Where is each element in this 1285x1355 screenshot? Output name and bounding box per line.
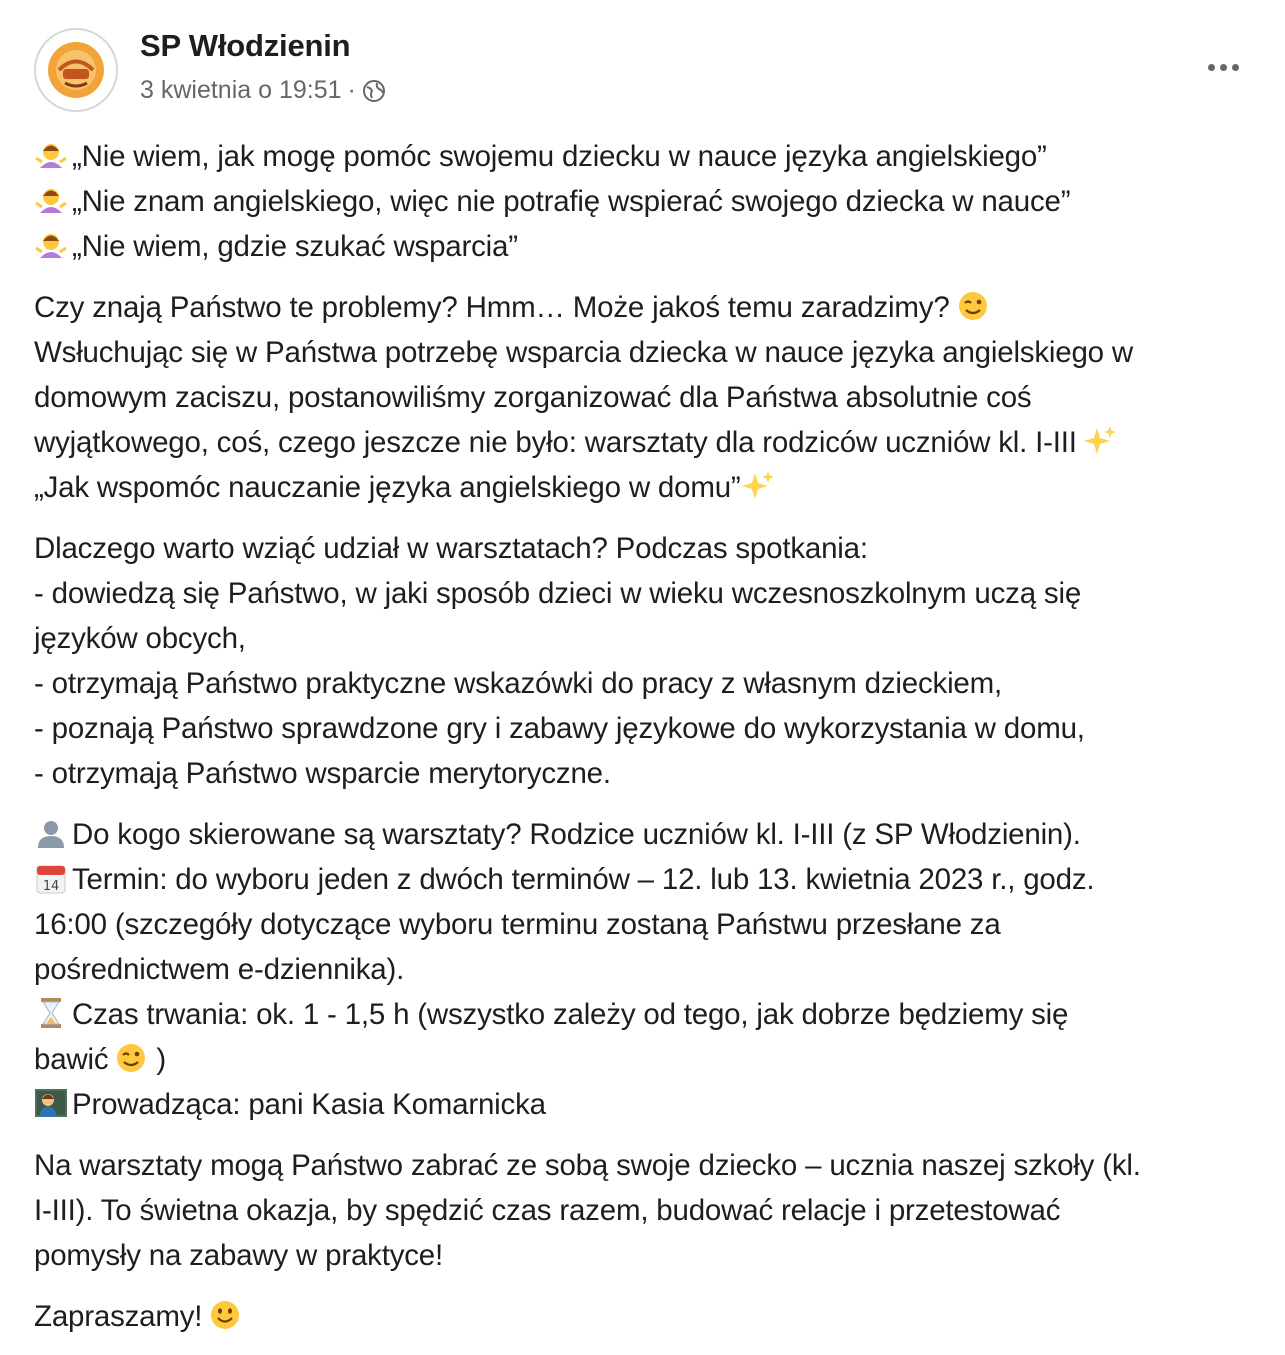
benefits-paragraph	[34, 526, 1274, 796]
host-text: Prowadząca: pani Kasia Komarnicka	[72, 1088, 546, 1121]
teacher-icon	[34, 1086, 68, 1120]
signoff-paragraph	[34, 1294, 1274, 1339]
quotes-paragraph	[34, 134, 1274, 269]
duration-line	[34, 992, 1274, 1037]
quote-text: „Nie wiem, gdzie szukać wsparcia”	[72, 230, 518, 263]
intro-paragraph	[34, 285, 1274, 510]
school-logo-icon	[45, 39, 107, 101]
quote-line	[34, 224, 1274, 269]
details-paragraph	[34, 812, 1274, 1127]
person-shrugging-icon	[34, 183, 68, 217]
text-line: pomysły na zabawy w praktyce!	[34, 1239, 444, 1272]
closing-paragraph	[34, 1143, 1274, 1278]
signoff-text: Zapraszamy!	[34, 1300, 203, 1333]
calendar-day-label: 14	[42, 879, 60, 894]
quote-text: „Nie znam angielskiego, więc nie potrafię wspierać swojego dziecka w nauce”	[72, 185, 1071, 218]
text-line	[34, 285, 1274, 330]
more-dot-icon	[1208, 64, 1215, 71]
signoff-line	[34, 1294, 1274, 1339]
text-line: Na warsztaty mogą Państwo zabrać ze sobą swoje dziecko – ucznia naszej szkoły (kl.	[34, 1149, 1141, 1182]
person-shrugging-icon	[34, 228, 68, 262]
host-line	[34, 1082, 1274, 1127]
duration-text: )	[156, 1043, 167, 1076]
post-meta	[140, 76, 386, 105]
post-header	[34, 26, 1265, 116]
text-line	[34, 420, 1274, 465]
more-dot-icon	[1220, 64, 1227, 71]
text-line: Wsłuchując się w Państwa potrzebę wsparcia dziecka w nauce języka angielskiego w	[34, 336, 1133, 369]
benefit-item: - otrzymają Państwo praktyczne wskazówki do pracy z własnym dzieckiem,	[34, 667, 1003, 700]
winking-face-icon	[956, 289, 990, 323]
meta-separator: ·	[347, 76, 356, 104]
duration-text: Czas trwania: ok. 1 - 1,5 h (wszystko zależy od tego, jak dobrze będziemy się	[72, 998, 1069, 1031]
post-body	[34, 134, 1274, 1355]
post-timestamp[interactable]: 3 kwietnia o 19:51	[140, 76, 342, 104]
benefit-item: - poznają Państwo sprawdzone gry i zabawy językowe do wykorzystania w domu,	[34, 712, 1085, 745]
intro-line: wyjątkowego, coś, czego jeszcze nie było: warsztaty dla rodziców uczniów kl. I-III	[34, 426, 1077, 459]
sparkles-icon	[1083, 424, 1117, 458]
page-name-link[interactable]: SP Włodzienin	[140, 28, 351, 63]
date-line	[34, 857, 1274, 902]
more-options-button[interactable]	[1199, 50, 1247, 84]
audience-line	[34, 812, 1274, 857]
date-text: Termin: do wyboru jeden z dwóch terminów – 12. lub 13. kwietnia 2023 r., godz.	[72, 863, 1095, 896]
text-line: I-III). To świetna okazja, by spędzić czas razem, budować relacje i przetestować	[34, 1194, 1061, 1227]
text-line: domowym zaciszu, postanowiliśmy zorganizować dla Państwa absolutnie coś	[34, 381, 1032, 414]
benefit-item: języków obcych,	[34, 622, 246, 655]
more-dot-icon	[1232, 64, 1239, 71]
winking-face-icon	[114, 1041, 148, 1075]
smiling-face-icon	[208, 1298, 242, 1332]
person-shrugging-icon	[34, 138, 68, 172]
intro-line: Czy znają Państwo te problemy? Hmm… Może jakoś temu zaradzimy?	[34, 291, 950, 324]
workshop-title: „Jak wspomóc nauczanie języka angielskiego w domu”	[34, 471, 741, 504]
sparkles-icon	[741, 469, 775, 503]
quote-line	[34, 134, 1274, 179]
quote-text: „Nie wiem, jak mogę pomóc swojemu dziecku w nauce języka angielskiego”	[72, 140, 1047, 173]
text-line	[34, 465, 1274, 510]
globe-icon[interactable]	[362, 79, 386, 103]
hourglass-icon	[34, 996, 68, 1030]
date-line: 16:00 (szczegóły dotyczące wyboru terminu zostaną Państwu przesłane za	[34, 908, 1001, 941]
page-avatar[interactable]	[34, 28, 118, 112]
benefits-heading: Dlaczego warto wziąć udział w warsztatach? Podczas spotkania:	[34, 532, 868, 565]
duration-line	[34, 1037, 1274, 1082]
quote-line	[34, 179, 1274, 224]
benefit-item: - otrzymają Państwo wsparcie merytoryczne.	[34, 757, 611, 790]
bust-silhouette-icon	[34, 816, 68, 850]
date-line: pośrednictwem e-dziennika).	[34, 953, 405, 986]
calendar-icon	[34, 861, 68, 895]
audience-text: Do kogo skierowane są warsztaty? Rodzice uczniów kl. I-III (z SP Włodzienin).	[72, 818, 1081, 851]
benefit-item: - dowiedzą się Państwo, w jaki sposób dzieci w wieku wczesnoszkolnym uczą się	[34, 577, 1082, 610]
duration-text: bawić	[34, 1043, 109, 1076]
